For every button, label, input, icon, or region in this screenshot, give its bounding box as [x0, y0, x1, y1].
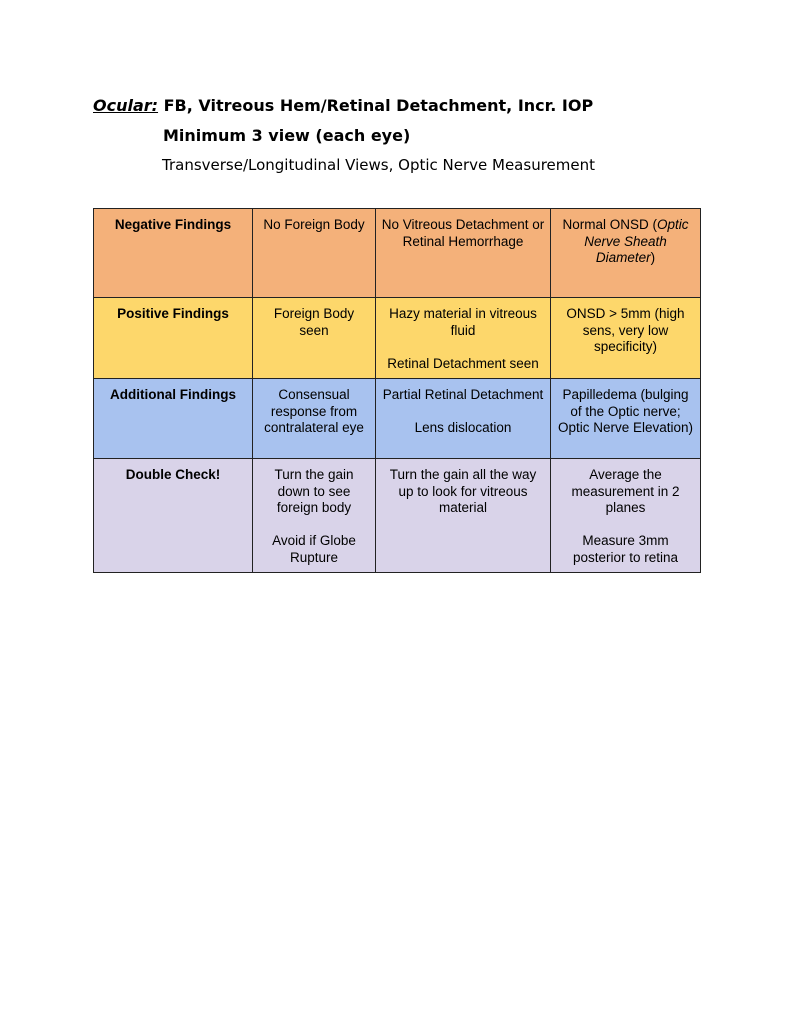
- double-globe-text: Avoid if Globe Rupture: [272, 533, 356, 565]
- cell-additional-consensual: Consensual response from contralateral eye: [253, 379, 376, 459]
- table-row-additional: [94, 379, 701, 459]
- positive-detachment-text: Retinal Detachment seen: [387, 355, 539, 371]
- cell-negative-vitreous: No Vitreous Detachment or Retinal Hemorrhage: [376, 209, 551, 298]
- onsd-suffix: ): [650, 250, 656, 265]
- double-gain-down-text: Turn the gain down to see foreign body: [274, 467, 354, 515]
- double-measure-text: Measure 3mm posterior to retina: [572, 533, 679, 565]
- row-header-double-check: Double Check!: [94, 459, 253, 573]
- cell-additional-detachment: [376, 379, 551, 459]
- row-header-additional: Additional Findings: [94, 379, 253, 459]
- section-topics: FB, Vitreous Hem/Retinal Detachment, Incr. IOP: [163, 96, 594, 115]
- cell-positive-onsd: ONSD > 5mm (high sens, very low specificity): [551, 298, 701, 379]
- double-average-text: Average the measurement in 2 planes: [571, 467, 680, 515]
- section-title: [93, 96, 593, 115]
- table-row-positive: [94, 298, 701, 379]
- cell-additional-papilledema: Papilledema (bulging of the Optic nerve; Optic Nerve Elevation): [551, 379, 701, 459]
- cell-positive-vitreous: [376, 298, 551, 379]
- additional-lens-text: Lens dislocation: [414, 420, 512, 435]
- cell-positive-foreign-body: Foreign Body seen: [253, 298, 376, 379]
- additional-partial-text: Partial Retinal Detachment: [382, 387, 544, 402]
- view-types: Transverse/Longitudinal Views, Optic Nerve Measurement: [162, 156, 595, 174]
- cell-double-measurement: [551, 459, 701, 573]
- cell-negative-foreign-body: No Foreign Body: [253, 209, 376, 298]
- table-row-negative: [94, 209, 701, 298]
- findings-table: [93, 208, 701, 573]
- table-row-double-check: [94, 459, 701, 573]
- view-requirement: Minimum 3 view (each eye): [163, 126, 411, 145]
- cell-double-gain-up: Turn the gain all the way up to look for vitreous material: [376, 459, 551, 573]
- onsd-prefix: Normal ONSD (: [562, 217, 657, 232]
- cell-negative-onsd: [551, 209, 701, 298]
- onsd-definition: Optic Nerve Sheath Diameter: [584, 217, 689, 265]
- row-header-negative: Negative Findings: [94, 209, 253, 298]
- section-label: Ocular:: [93, 96, 159, 115]
- cell-double-gain-down: [253, 459, 376, 573]
- row-header-positive: Positive Findings: [94, 298, 253, 379]
- positive-vitreous-text: Hazy material in vitreous fluid: [389, 306, 537, 338]
